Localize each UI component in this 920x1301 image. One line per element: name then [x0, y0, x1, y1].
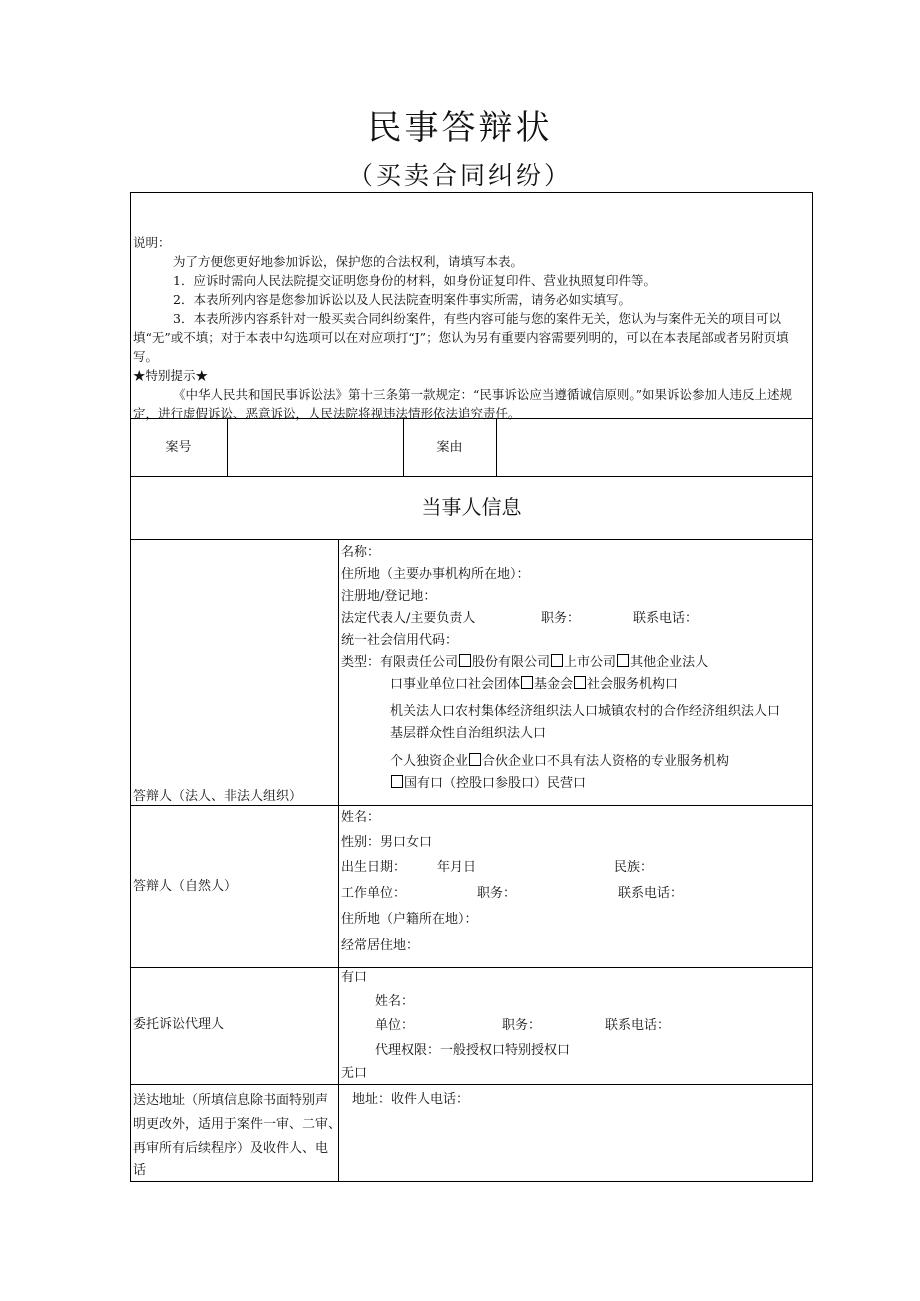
person-name-field: 姓名： [341, 810, 381, 825]
org-position-field: 职务： [541, 611, 581, 626]
org-type-line-2 [390, 675, 678, 694]
service-address-label: 话 [133, 1163, 147, 1178]
divider [130, 967, 813, 968]
org-type-line-6 [390, 774, 586, 793]
agent-authority-field: 代理权限：一般授权口特别授权口 [375, 1043, 571, 1058]
instructions-heading: 说明： [133, 235, 171, 250]
respondent-org-label: 答辩人（法人、非法人组织） [133, 789, 303, 804]
org-type-line-3: 机关法人口农村集体经济组织法人口城镇农村的合作经济组织法人口 [390, 704, 781, 719]
service-address-label: 明更改外，适用于案件一审、二审、 [133, 1117, 342, 1132]
org-type-option: 其他企业法人 [630, 655, 709, 670]
agent-none-option[interactable]: 无口 [341, 1066, 368, 1081]
checkbox[interactable] [551, 654, 563, 667]
special-tip: 《中华人民共和国民事诉讼法》第十三条第一款规定：“民事诉讼应当遵循诚信原则。”如果诉讼参加人违反上述规定，进行虚假诉讼、恶意诉讼，人民法院将视违法情形依法追究责任。 [133, 387, 793, 421]
org-type-option: 上市公司 [564, 655, 617, 670]
agent-phone-field: 联系电话： [605, 1018, 671, 1033]
agent-label: 委托诉讼代理人 [133, 1017, 225, 1032]
checkbox[interactable] [521, 676, 533, 689]
person-birth-format: 年月日 [437, 860, 477, 875]
agent-position-field: 职务： [502, 1018, 542, 1033]
checkbox[interactable] [469, 753, 481, 766]
divider [130, 1084, 813, 1085]
instructions-item-2: 2．本表所列内容是您参加诉讼以及人民法院查明案件事实所需，请务必如实填写。 [173, 292, 631, 307]
org-rep-field: 法定代表人/主要负责人 [341, 611, 476, 626]
org-name-field: 名称： [341, 545, 381, 560]
divider [130, 539, 813, 540]
case-number-label: 案号 [165, 440, 192, 455]
instructions-item-3: 3．本表所涉内容系针对一般买卖合同纠纷案件，有些内容可能与您的案件无关，您认为与案件无关的项目可以填“无”或不填；对于本表中勾选项可以在对应项打“J”；您认为另有重要内容需要列明的，可以在本表尾部或者另附页填写。 [133, 311, 789, 364]
org-type-line-5 [390, 752, 729, 771]
special-tip-heading: ★特别提示★ [133, 368, 209, 383]
page-title: 民事答辩状 [367, 108, 553, 148]
divider [496, 418, 497, 476]
section-title: 当事人信息 [421, 495, 522, 519]
divider [338, 539, 339, 1182]
org-ownership-option: 国有口（控股口参股口）民营口 [404, 776, 587, 791]
org-type-option: 个人独资企业 [390, 754, 469, 769]
person-gender-field: 性别：男口女口 [341, 835, 433, 850]
agent-name-field: 姓名： [375, 994, 415, 1009]
instructions-item-1: 1．应诉时需向人民法院提交证明您身份的材料，如身份证复印件、营业执照复印件等。 [173, 273, 656, 288]
org-credit-code-field: 统一社会信用代码： [341, 633, 459, 648]
org-type-option: 有限责任公司 [380, 655, 459, 670]
page-subtitle: （买卖合同纠纷） [347, 161, 572, 190]
person-domicile-field: 住所地（户籍所在地）： [341, 912, 478, 927]
person-position-field: 职务： [477, 886, 517, 901]
checkbox[interactable] [617, 654, 629, 667]
agent-has-option[interactable]: 有口 [341, 970, 368, 985]
person-birth-field: 出生日期： [341, 860, 407, 875]
agent-unit-field: 单位： [375, 1018, 415, 1033]
instructions [133, 233, 809, 423]
person-phone-field: 联系电话： [618, 886, 684, 901]
org-registered-field: 注册地/登记地： [341, 589, 437, 604]
service-address-label: 再审所有后续程序）及收件人、电 [133, 1141, 329, 1156]
org-type-option: 社会服务机构口 [587, 677, 679, 692]
checkbox[interactable] [574, 676, 586, 689]
respondent-person-label: 答辩人（自然人） [133, 879, 238, 894]
org-type-line-4: 基层群众性自治组织法人口 [390, 726, 547, 741]
org-phone-field: 联系电话： [633, 611, 699, 626]
org-type-line-1 [341, 653, 708, 672]
org-type-label: 类型： [341, 655, 381, 670]
divider [227, 418, 228, 476]
org-type-option: 合伙企业口不具有法人资格的专业服务机构 [482, 754, 730, 769]
org-type-option: 口事业单位口社会团体 [390, 677, 521, 692]
person-ethnicity-field: 民族： [614, 860, 654, 875]
org-type-option: 股份有限公司 [472, 655, 551, 670]
divider [130, 476, 813, 477]
person-employer-field: 工作单位： [341, 886, 407, 901]
case-cause-label: 案由 [436, 440, 463, 455]
org-type-option: 基金会 [534, 677, 574, 692]
person-residence-field: 经常居住地： [341, 938, 420, 953]
service-address-label: 送达地址（所填信息除书面特别声 [133, 1093, 329, 1108]
instructions-intro: 为了方便您更好地参加诉讼，保护您的合法权利，请填写本表。 [173, 254, 524, 269]
service-address-field: 地址：收件人电话： [352, 1092, 470, 1107]
org-address-field: 住所地（主要办事机构所在地）： [341, 567, 530, 582]
checkbox[interactable] [459, 654, 471, 667]
checkbox[interactable] [391, 775, 403, 788]
